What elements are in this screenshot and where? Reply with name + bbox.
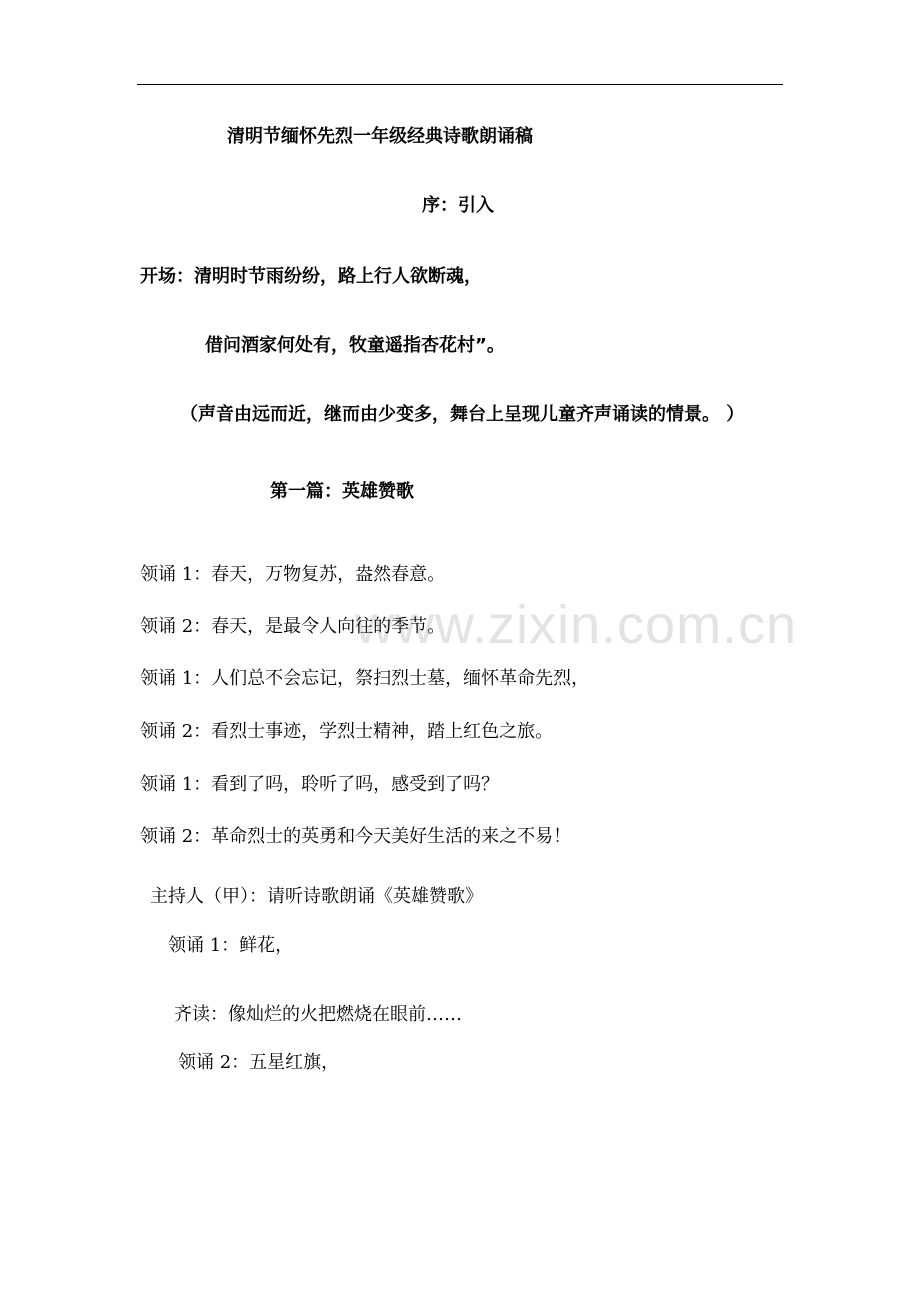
recital-line: 领诵 2：看烈士事迹，学烈士精神，踏上红色之旅。 (140, 721, 554, 742)
recital-line: 领诵 1：看到了吗，聆听了吗，感受到了吗？ (140, 774, 500, 795)
header-rule (137, 84, 783, 85)
recital-line: 领诵 1：人们总不会忘记，祭扫烈士墓，缅怀革命先烈， (140, 668, 590, 689)
lead1-flower-line: 领诵 1：鲜花， (168, 935, 294, 956)
opening-line-2: 借问酒家何处有，牧童遥指杏花村”。 (205, 335, 505, 356)
chorus-line: 齐读：像灿烂的火把燃烧在眼前…… (174, 1004, 462, 1025)
recital-line: 领诵 2：春天，是最令人向往的季节。 (140, 616, 446, 637)
recital-line: 领诵 1：春天，万物复苏，盎然春意。 (140, 564, 446, 585)
lead2-flag-line: 领诵 2：五星红旗， (178, 1052, 340, 1073)
opening-line-1: 开场：清明时节雨纷纷，路上行人欲断魂， (140, 266, 482, 287)
recital-line: 领诵 2：革命烈士的英勇和今天美好生活的来之不易！ (140, 826, 572, 847)
preface-heading: 序：引入 (422, 195, 494, 216)
watermark: www.zixin.com.cn (355, 595, 798, 655)
stage-direction: （声音由远而近，继而由少变多，舞台上呈现儿童齐声诵读的情景。 ） (180, 404, 745, 425)
host-line: 主持人（甲）：请听诗歌朗诵《英雄赞歌》 (150, 886, 483, 907)
document-title: 清明节缅怀先烈一年级经典诗歌朗诵稿 (227, 126, 533, 147)
chapter1-heading: 第一篇：英雄赞歌 (270, 481, 414, 502)
